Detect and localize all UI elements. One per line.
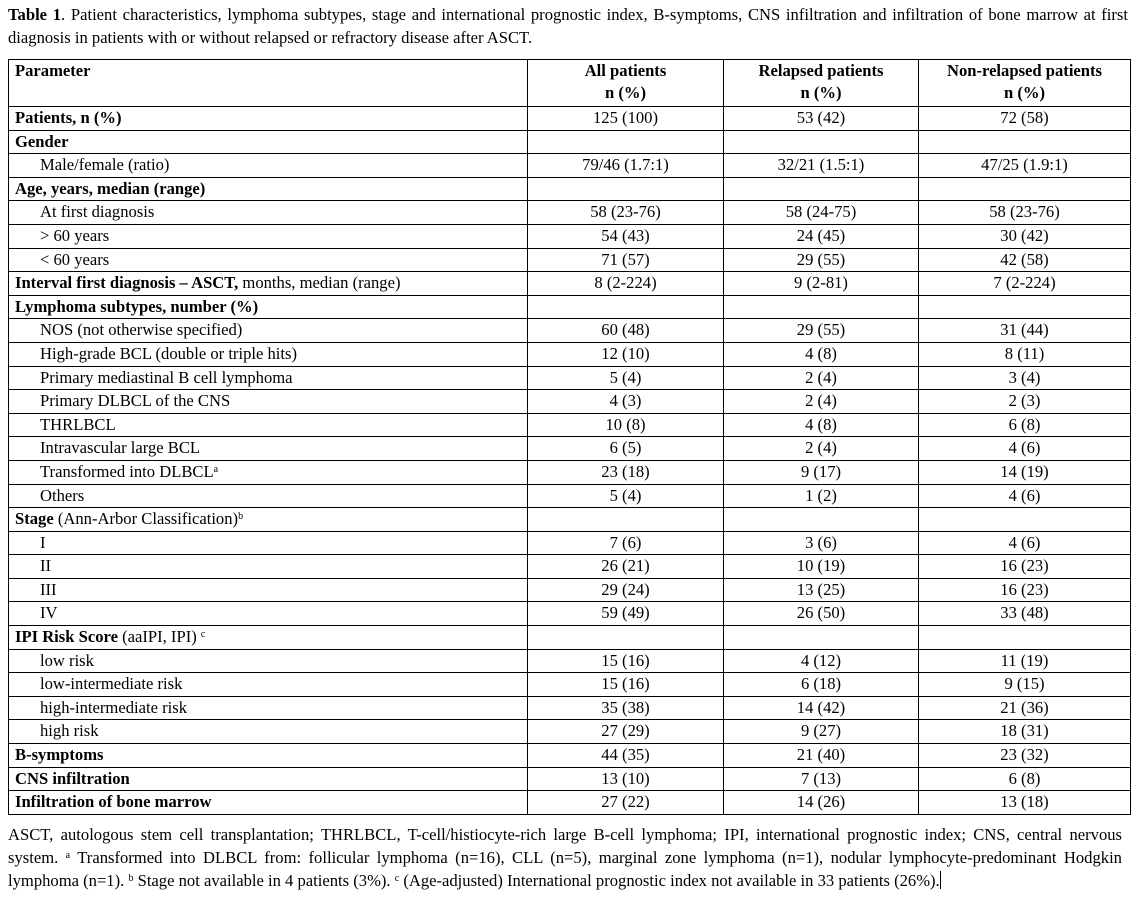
row-parameter: THRLBCL: [9, 413, 528, 437]
table-row: [9, 201, 1131, 225]
table-row: [9, 649, 1131, 673]
cell-all: 26 (21): [528, 555, 724, 579]
cell-all: 27 (29): [528, 720, 724, 744]
cell-relapsed: [724, 508, 919, 532]
cell-nonrelapsed: [919, 508, 1131, 532]
cell-all: 44 (35): [528, 744, 724, 768]
row-parameter: Lymphoma subtypes, number (%): [9, 295, 528, 319]
cell-all: 13 (10): [528, 767, 724, 791]
cell-relapsed: 58 (24-75): [724, 201, 919, 225]
cell-all: 35 (38): [528, 696, 724, 720]
table-row: [9, 177, 1131, 201]
table-row: [9, 319, 1131, 343]
cell-nonrelapsed: 18 (31): [919, 720, 1131, 744]
table-row: [9, 460, 1131, 484]
cell-nonrelapsed: 7 (2-224): [919, 272, 1131, 296]
row-parameter: low risk: [9, 649, 528, 673]
cell-nonrelapsed: 30 (42): [919, 224, 1131, 248]
cell-all: 5 (4): [528, 366, 724, 390]
row-parameter: Gender: [9, 130, 528, 154]
cell-nonrelapsed: 2 (3): [919, 390, 1131, 414]
cell-relapsed: 7 (13): [724, 767, 919, 791]
cell-relapsed: [724, 626, 919, 650]
row-parameter: Stage (Ann-Arbor Classification)$^b$: [9, 508, 528, 532]
cell-nonrelapsed: 8 (11): [919, 342, 1131, 366]
table-row: [9, 272, 1131, 296]
table-row: [9, 295, 1131, 319]
cell-nonrelapsed: [919, 177, 1131, 201]
cell-all: 12 (10): [528, 342, 724, 366]
header-non-relapsed-patients: Non-relapsed patients n (%): [919, 60, 1131, 107]
row-parameter: low-intermediate risk: [9, 673, 528, 697]
cell-relapsed: 1 (2): [724, 484, 919, 508]
text-cursor: [940, 871, 941, 889]
table-row: [9, 578, 1131, 602]
cell-all: [528, 295, 724, 319]
table-row: [9, 413, 1131, 437]
row-parameter: CNS infiltration: [9, 767, 528, 791]
cell-nonrelapsed: [919, 295, 1131, 319]
row-parameter: Others: [9, 484, 528, 508]
cell-nonrelapsed: 9 (15): [919, 673, 1131, 697]
table-row: [9, 107, 1131, 131]
table-row: [9, 602, 1131, 626]
cell-all: 23 (18): [528, 460, 724, 484]
row-parameter: II: [9, 555, 528, 579]
table-header-row: [9, 60, 1131, 107]
cell-all: 71 (57): [528, 248, 724, 272]
cell-relapsed: 4 (8): [724, 413, 919, 437]
cell-nonrelapsed: 13 (18): [919, 791, 1131, 815]
cell-all: 27 (22): [528, 791, 724, 815]
table-row: [9, 342, 1131, 366]
cell-nonrelapsed: 72 (58): [919, 107, 1131, 131]
row-parameter: At first diagnosis: [9, 201, 528, 225]
cell-all: 7 (6): [528, 531, 724, 555]
cell-relapsed: 2 (4): [724, 437, 919, 461]
cell-all: 60 (48): [528, 319, 724, 343]
cell-all: 15 (16): [528, 673, 724, 697]
row-parameter: < 60 years: [9, 248, 528, 272]
table-row: [9, 791, 1131, 815]
cell-nonrelapsed: 6 (8): [919, 767, 1131, 791]
cell-relapsed: 4 (8): [724, 342, 919, 366]
cell-relapsed: 53 (42): [724, 107, 919, 131]
cell-nonrelapsed: [919, 626, 1131, 650]
cell-nonrelapsed: 14 (19): [919, 460, 1131, 484]
row-parameter: high risk: [9, 720, 528, 744]
header-relapsed-patients: Relapsed patients n (%): [724, 60, 919, 107]
cell-nonrelapsed: 16 (23): [919, 555, 1131, 579]
cell-nonrelapsed: 23 (32): [919, 744, 1131, 768]
cell-nonrelapsed: 42 (58): [919, 248, 1131, 272]
row-parameter: Primary mediastinal B cell lymphoma: [9, 366, 528, 390]
cell-all: 5 (4): [528, 484, 724, 508]
cell-all: [528, 177, 724, 201]
cell-all: [528, 508, 724, 532]
cell-relapsed: 9 (27): [724, 720, 919, 744]
cell-all: [528, 130, 724, 154]
cell-nonrelapsed: 4 (6): [919, 531, 1131, 555]
cell-relapsed: 29 (55): [724, 248, 919, 272]
cell-nonrelapsed: 47/25 (1.9:1): [919, 154, 1131, 178]
cell-relapsed: 13 (25): [724, 578, 919, 602]
table-caption: [8, 3, 1128, 49]
table-row: [9, 696, 1131, 720]
cell-all: 6 (5): [528, 437, 724, 461]
cell-relapsed: [724, 177, 919, 201]
cell-all: 10 (8): [528, 413, 724, 437]
header-parameter: Parameter: [9, 60, 528, 107]
table-row: [9, 508, 1131, 532]
row-parameter: high-intermediate risk: [9, 696, 528, 720]
cell-all: 125 (100): [528, 107, 724, 131]
cell-relapsed: 10 (19): [724, 555, 919, 579]
cell-nonrelapsed: 3 (4): [919, 366, 1131, 390]
cell-nonrelapsed: 4 (6): [919, 484, 1131, 508]
cell-relapsed: 3 (6): [724, 531, 919, 555]
cell-nonrelapsed: 16 (23): [919, 578, 1131, 602]
table-body: [9, 60, 1131, 815]
cell-relapsed: 32/21 (1.5:1): [724, 154, 919, 178]
row-parameter: Interval first diagnosis – ASCT, months, median (range): [9, 272, 528, 296]
cell-all: 59 (49): [528, 602, 724, 626]
row-parameter: Intravascular large BCL: [9, 437, 528, 461]
cell-relapsed: 4 (12): [724, 649, 919, 673]
cell-nonrelapsed: 21 (36): [919, 696, 1131, 720]
table-row: [9, 366, 1131, 390]
cell-all: 58 (23-76): [528, 201, 724, 225]
row-parameter: IV: [9, 602, 528, 626]
table-row: [9, 673, 1131, 697]
cell-relapsed: [724, 130, 919, 154]
cell-nonrelapsed: 31 (44): [919, 319, 1131, 343]
table-row: [9, 484, 1131, 508]
cell-nonrelapsed: 6 (8): [919, 413, 1131, 437]
cell-nonrelapsed: 58 (23-76): [919, 201, 1131, 225]
table-row: [9, 744, 1131, 768]
row-parameter: NOS (not otherwise specified): [9, 319, 528, 343]
cell-all: 8 (2-224): [528, 272, 724, 296]
cell-nonrelapsed: 4 (6): [919, 437, 1131, 461]
cell-relapsed: 21 (40): [724, 744, 919, 768]
row-parameter: Male/female (ratio): [9, 154, 528, 178]
row-parameter: III: [9, 578, 528, 602]
cell-relapsed: 24 (45): [724, 224, 919, 248]
cell-relapsed: 9 (17): [724, 460, 919, 484]
table-row: [9, 154, 1131, 178]
cell-relapsed: 29 (55): [724, 319, 919, 343]
row-parameter: Patients, n (%): [9, 107, 528, 131]
cell-relapsed: 26 (50): [724, 602, 919, 626]
cell-nonrelapsed: 11 (19): [919, 649, 1131, 673]
cell-all: 15 (16): [528, 649, 724, 673]
header-all-patients: All patients n (%): [528, 60, 724, 107]
row-parameter: B-symptoms: [9, 744, 528, 768]
table-row: [9, 626, 1131, 650]
row-parameter: Infiltration of bone marrow: [9, 791, 528, 815]
table-label: Table 1: [8, 5, 62, 24]
table-footnote: ASCT, autologous stem cell transplantation; THRLBCL, T-cell/histiocyte-rich large B-cell lymphoma; IPI, international prognostic index; CNS, central nervous system. $^a$ Transformed into DLBCL from: follicular lymphoma (n=16), CLL (n=5), marginal zone lymphoma (n=1), nodular lymphocyte-predominant Hodgkin lymphoma (n=1). $^b$ Stage not available in 4 patients (3%). $^c$ (Age-adjusted) International prognostic index not available in 33 patients (26%).: [8, 825, 1122, 890]
table-row: [9, 531, 1131, 555]
cell-relapsed: [724, 295, 919, 319]
cell-all: 29 (24): [528, 578, 724, 602]
table-row: [9, 224, 1131, 248]
table-row: [9, 248, 1131, 272]
cell-relapsed: 6 (18): [724, 673, 919, 697]
row-parameter: > 60 years: [9, 224, 528, 248]
cell-all: 79/46 (1.7:1): [528, 154, 724, 178]
table-row: [9, 720, 1131, 744]
row-parameter: IPI Risk Score (aaIPI, IPI) $^c$: [9, 626, 528, 650]
cell-nonrelapsed: [919, 130, 1131, 154]
row-parameter: Transformed into DLBCL$^a$: [9, 460, 528, 484]
row-parameter: High-grade BCL (double or triple hits): [9, 342, 528, 366]
row-parameter: Primary DLBCL of the CNS: [9, 390, 528, 414]
row-parameter: I: [9, 531, 528, 555]
patient-characteristics-table: [8, 59, 1131, 815]
table-row: [9, 130, 1131, 154]
table-row: [9, 767, 1131, 791]
cell-relapsed: 14 (26): [724, 791, 919, 815]
row-parameter: Age, years, median (range): [9, 177, 528, 201]
table-row: [9, 437, 1131, 461]
cell-relapsed: 9 (2-81): [724, 272, 919, 296]
cell-all: 54 (43): [528, 224, 724, 248]
cell-nonrelapsed: 33 (48): [919, 602, 1131, 626]
cell-relapsed: 2 (4): [724, 390, 919, 414]
table-row: [9, 390, 1131, 414]
caption-text: . Patient characteristics, lymphoma subtypes, stage and international prognostic index, B-symptoms, CNS infiltration and infiltration of bone marrow at first diagnosis in patients with or without relapsed or refractory disease after ASCT.: [8, 5, 1128, 47]
cell-all: [528, 626, 724, 650]
cell-relapsed: 14 (42): [724, 696, 919, 720]
table-row: [9, 555, 1131, 579]
cell-all: 4 (3): [528, 390, 724, 414]
cell-relapsed: 2 (4): [724, 366, 919, 390]
